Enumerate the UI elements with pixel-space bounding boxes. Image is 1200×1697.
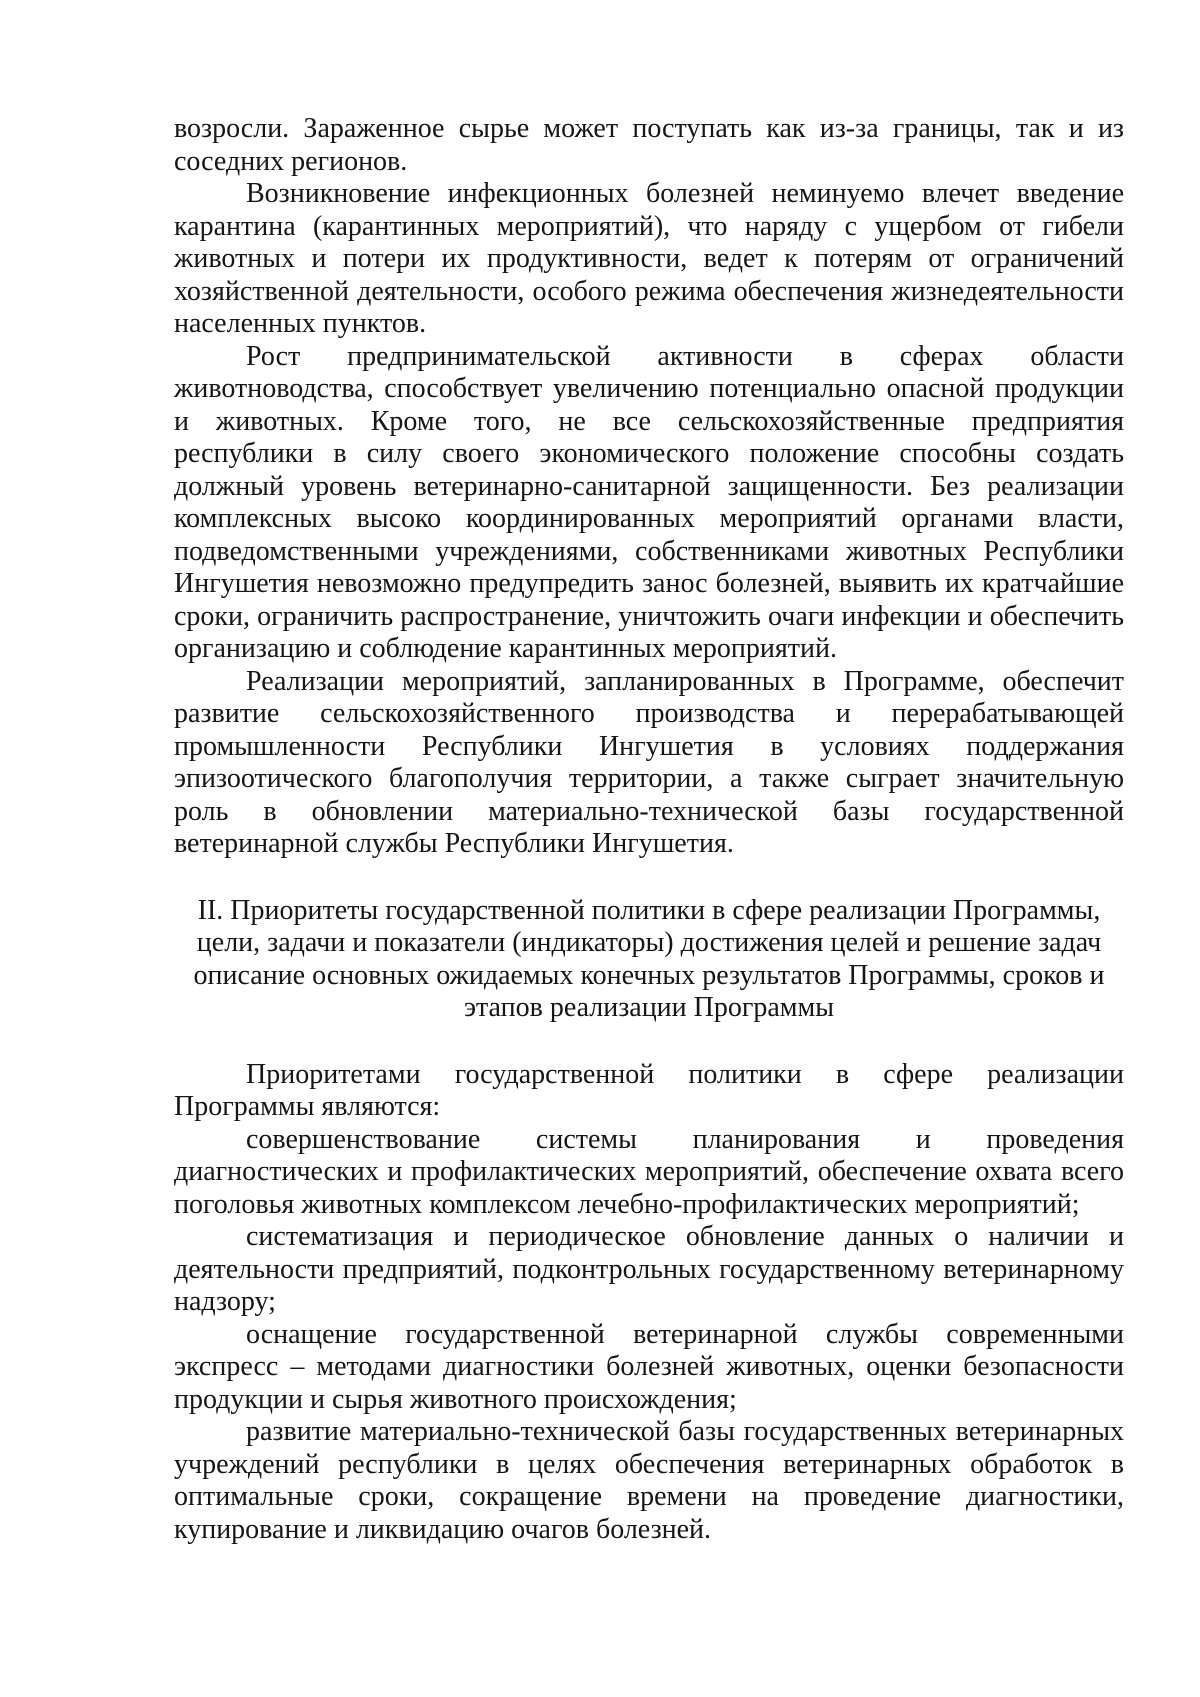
list-item-priority: систематизация и периодическое обновление данных о наличии и деятельности предприятий, подконтрольных государственному ветеринарному надзору; [174, 1221, 1124, 1317]
list-item-priority: оснащение государственной ветеринарной службы современными экспресс – методами диагностики болезней животных, оценки безопасности продукции и сырья животного происхождения; [174, 1318, 1124, 1415]
section-heading-line: II. Приоритеты государственной политики в сфере реализации Программы, [197, 894, 1101, 926]
paragraph-priorities-intro: Приоритетами государственной политики в сфере реализации Программы являются: [174, 1058, 1124, 1122]
list-item-priority: совершенствование системы планирования и проведения диагностических и профилактических мероприятий, обеспечение охвата всего поголовья животных комплексом лечебно-профилактических мероприятий; [174, 1123, 1124, 1220]
paragraph-infectious-diseases: Возникновение инфекционных болезней неминуемо влечет введение карантина (карантинных мероприятий), что наряду с ущербом от гибели животных и потери их продуктивности, ведет к потерям от ограничений хозяйственной деятельности, особого режима обеспечения жизнедеятельности населенных пунктов. [174, 178, 1124, 339]
paragraph-continuation: возросли. Зараженное сырье может поступать как из-за границы, так и из соседних регионов. [174, 113, 1124, 177]
paragraph-business-activity: Рост предпринимательской активности в сферах области животноводства, способствует увеличению потенциально опасной продукции и животных. Кроме того, не все сельскохозяйственные предприятия республики в силу своего экономического положение способны создать должный уровень ветеринарно-санитарной защищенности. Без реализации комплексных высоко координированных мероприятий органами власти, подведомственными учреждениями, собственниками животных Республики Ингушетия невозможно предупредить занос болезней, выявить их кратчайшие сроки, ограничить распространение, уничтожить очаги инфекции и обеспечить организацию и соблюдение карантинных мероприятий. [174, 340, 1124, 664]
section-heading-line: описание основных ожидаемых конечных результатов Программы, сроков и [193, 959, 1105, 991]
section-heading-line: цели, задачи и показатели (индикаторы) достижения целей и решение задач [196, 927, 1102, 958]
document-page [174, 113, 1124, 1546]
section-heading [174, 895, 1124, 1025]
paragraph-program-implementation: Реализации мероприятий, запланированных в Программе, обеспечит развитие сельскохозяйственного производства и перерабатывающей промышленности Республики Ингушетия в условиях поддержания эпизоотического благополучия территории, а также сыграет значительную роль в обновлении материально-технической базы государственной ветеринарной службы Республики Ингушетия. [174, 665, 1124, 859]
section-heading-line: этапов реализации Программы [463, 992, 835, 1023]
list-item-priority: развитие материально-технической базы государственных ветеринарных учреждений республики в целях обеспечения ветеринарных обработок в оптимальные сроки, сокращение времени на проведение диагностики, купирование и ликвидацию очагов болезней. [174, 1416, 1124, 1545]
